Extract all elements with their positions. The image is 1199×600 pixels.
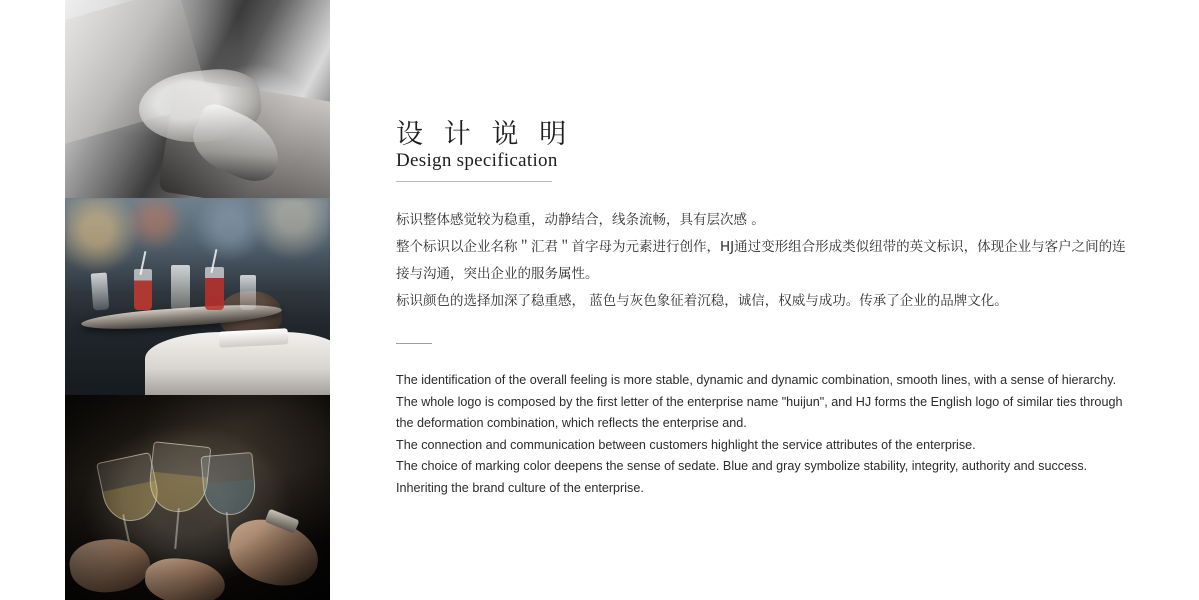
section-divider	[396, 343, 432, 344]
photo-vignette	[65, 395, 330, 600]
body-en-line: The choice of marking color deepens the sense of sedate. Blue and gray symbolize stability, integrity, authority and success.	[396, 459, 1088, 473]
body-en-line: The connection and communication between customers highlight the service attributes of the enterprise.	[396, 437, 976, 452]
body-cn-line: 标识颜色的选择加深了稳重感， 蓝色与灰色象征着沉稳，诚信，权威与成功。传承了企业的品牌文化。	[396, 293, 1008, 309]
body-cn-line: 整个标识以企业名称＂汇君＂首字母为元素进行创作，HJ通过变形组合形成类似纽带的英文标识，体现企业与客户之间的连接与沟通，突出企业的服务属性。	[396, 239, 1126, 282]
business-meeting-photo	[65, 0, 330, 198]
photo-glass	[134, 269, 153, 310]
body-text-chinese	[396, 207, 1134, 315]
page-title-en: Design specification	[396, 150, 558, 171]
text-column	[396, 0, 1156, 600]
body-en-line: The whole logo is composed by the first letter of the enterprise name "huijun", and HJ forms the English logo of similar ties through the deformation combination, which reflects the enterprise and.	[396, 394, 1123, 430]
waiter-serving-drinks-photo	[65, 198, 330, 395]
photo-glass	[171, 265, 190, 310]
page-title-cn: 设 计 说 明	[396, 119, 574, 149]
body-en-line: Inheriting the brand culture of the enterprise.	[396, 480, 644, 495]
photo-glass	[240, 275, 256, 310]
body-cn-line: 标识整体感觉较为稳重，动静结合，线条流畅，具有层次感 。	[396, 212, 765, 228]
body-en-line: The identification of the overall feeling is more stable, dynamic and dynamic combination, smooth lines, with a sense of hierarchy.	[396, 373, 1117, 387]
body-text-english	[396, 370, 1136, 499]
wine-toast-photo	[65, 395, 330, 600]
photo-glass	[90, 272, 108, 310]
image-column	[65, 0, 330, 600]
photo-glass	[205, 267, 224, 310]
title-divider	[396, 181, 552, 182]
